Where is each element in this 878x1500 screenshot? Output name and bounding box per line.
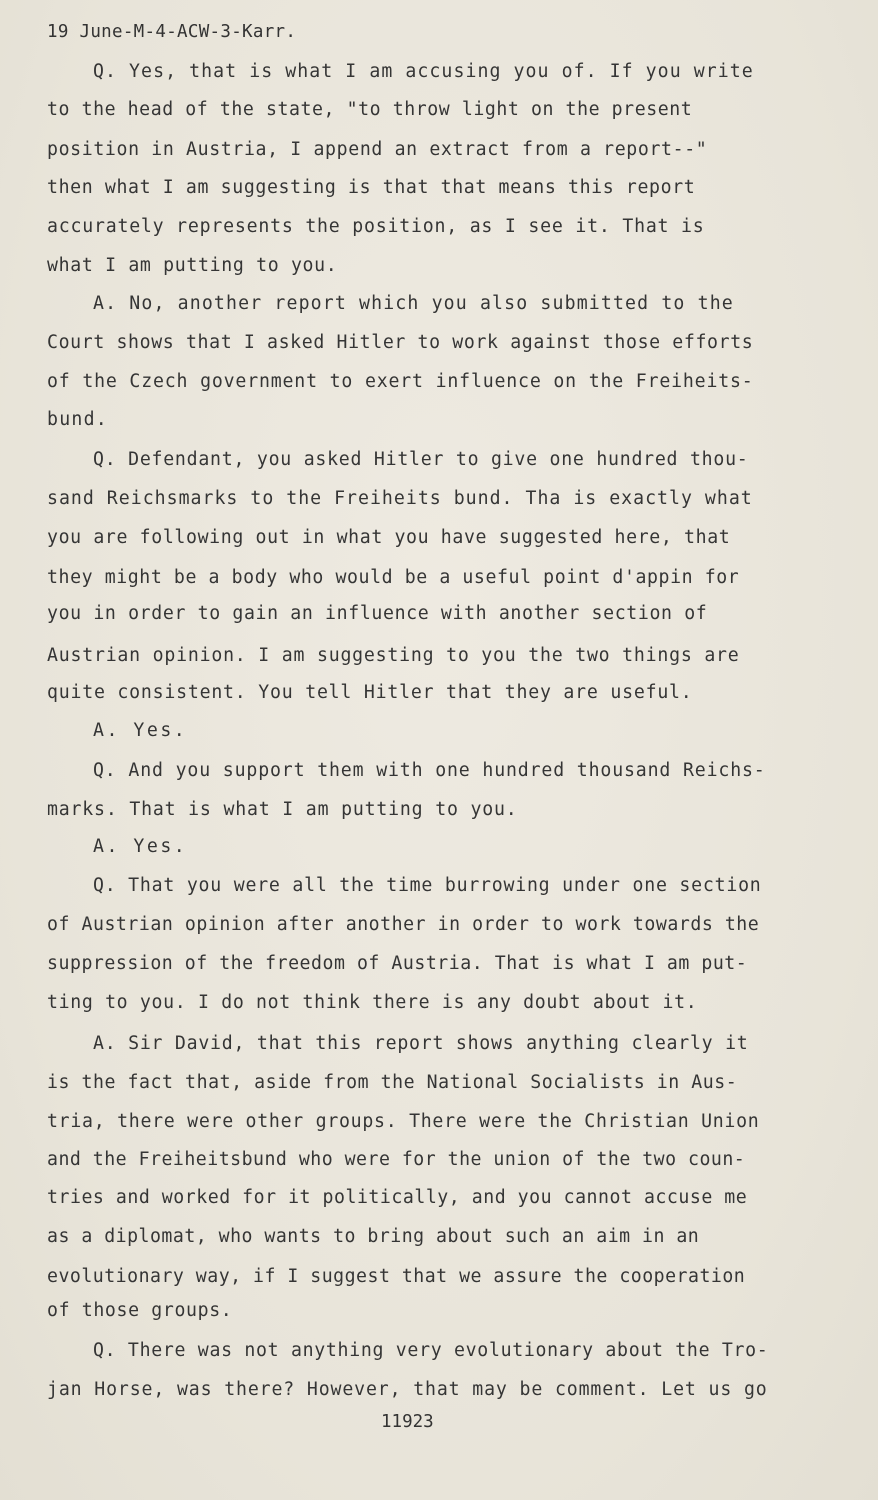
text-line: accurately represents the position, as I see it. That is — [47, 216, 705, 237]
text-line: marks. That is what I am putting to you. — [47, 799, 518, 820]
text-line: tria, there were other groups. There were the Christian Union — [47, 1111, 760, 1132]
text-line: jan Horse, was there? However, that may be comment. Let us go — [47, 1379, 768, 1400]
text-line: and the Freiheitsbund who were for the union of the two coun- — [47, 1149, 746, 1170]
text-line: Q. That you were all the time burrowing under one section — [93, 875, 762, 896]
text-line: of the Czech government to exert influence on the Freiheits- — [47, 371, 754, 392]
text-line: bund. — [47, 409, 108, 430]
page-number: 11923 — [381, 1412, 434, 1432]
text-line: quite consistent. You tell Hitler that they are useful. — [47, 682, 693, 703]
text-line: Q. Defendant, you asked Hitler to give one hundred thou- — [93, 449, 749, 470]
text-line: position in Austria, I append an extract from a report--" — [47, 139, 708, 160]
text-line: Austrian opinion. I am suggesting to you the two things are — [47, 645, 740, 666]
text-line: of those groups. — [47, 1300, 233, 1321]
text-line: Q. Yes, that is what I am accusing you of. If you write — [93, 61, 754, 82]
text-line: as a diplomat, who wants to bring about such an aim in an — [47, 1226, 700, 1247]
text-line: A. No, another report which you also submitted to the — [93, 293, 734, 314]
document-header: 19 June-M-4-ACW-3-Karr. — [47, 22, 297, 42]
text-line: A. Sir David, that this report shows anything clearly it — [93, 1033, 749, 1054]
text-line: what I am putting to you. — [47, 255, 338, 276]
text-line: Court shows that I asked Hitler to work against those efforts — [47, 332, 754, 353]
text-line: is the fact that, aside from the National Socialists in Aus- — [47, 1072, 738, 1093]
text-line: Q. There was not anything very evolutionary about the Tro- — [93, 1340, 769, 1361]
text-line: you are following out in what you have suggested here, that — [47, 527, 731, 548]
text-line: A. Yes. — [93, 720, 188, 741]
text-line: suppression of the freedom of Austria. That is what I am put- — [47, 953, 748, 974]
text-line: to the head of the state, "to throw light on the present — [47, 99, 693, 120]
text-line: Q. And you support them with one hundred thousand Reichs- — [93, 760, 766, 781]
text-line: they might be a body who would be a useful point d'appin for — [47, 567, 740, 588]
text-line: you in order to gain an influence with another section of — [47, 603, 708, 624]
text-line: ting to you. I do not think there is any doubt about it. — [47, 992, 698, 1013]
text-line: evolutionary way, if I suggest that we assure the cooperation — [47, 1266, 746, 1287]
text-line: tries and worked for it politically, and you cannot accuse me — [47, 1187, 748, 1208]
text-line: of Austrian opinion after another in order to work towards the — [47, 914, 760, 935]
text-line: sand Reichsmarks to the Freiheits bund. Tha is exactly what — [47, 488, 753, 509]
text-line: A. Yes. — [93, 836, 188, 857]
text-line: then what I am suggesting is that that means this report — [47, 177, 696, 198]
